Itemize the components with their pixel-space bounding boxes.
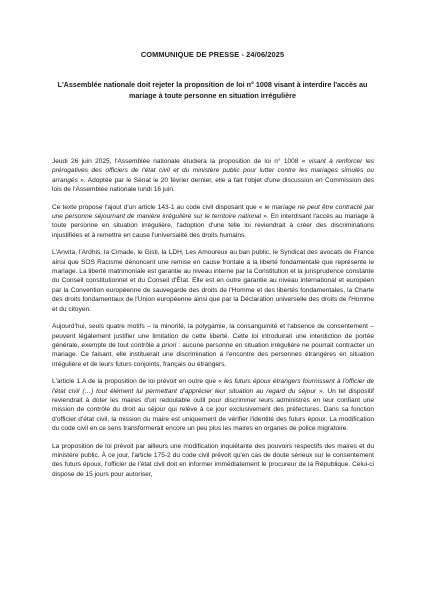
italic-quote-text: les futurs époux étrangers fournissent à l'officier de l'état civil (…) tout élément lui permettant d'apprécier leur situation au regard du séjour	[52, 378, 375, 395]
body-paragraph	[52, 442, 374, 480]
paragraph-text: : aucune personne en situation irrégulière ne pourrait contracter un mariage. Ce faisant, elle instituerait une discrimination à l'encontre des personnes étrangères en situation irrégulière et de leurs futurs conjoints, français ou étrangers.	[52, 341, 374, 368]
body-paragraph	[52, 248, 374, 314]
paragraph-text: L'article 1.A de la proposition de loi prévoit en outre que «	[52, 378, 224, 386]
paragraph-text: Ce texte propose l'ajout d'un article 143-1 au code civil disposant que «	[52, 203, 265, 211]
italic-quote-text: le mariage ne peut être contracté par une personne séjournant de manière irrégulière sur le territoire national	[52, 203, 374, 221]
body-paragraph	[52, 203, 374, 241]
paragraph-text: La proposition de loi prévoit par ailleurs une modification inquiétante des pouvoirs respectifs des maires et du ministère public. À ce jour, l'article 175-2 du code civil prévoit qu'en cas de doute sérieux sur le consentement des futurs époux, l'officier de l'état civil doit en informer immédiatement le procureur de la République. Celui-ci dispose de 15 jours pour autoriser,	[52, 442, 374, 478]
paragraph-text: L'Anvita, l'Ardhis, la Cimade, le Gisti, la LDH, Les Amoureux au ban public, le Syndicat des avocats de France ainsi que SOS Racisme dénoncent une remise en cause frontale à la liberté fondamentale que représente le mariage. La liberté matrimoniale est garantie au niveau interne par la Constitution et la jurisprudence constante du Conseil constitutionnel et du Conseil d'État. Elle est en outre garantie au niveau international et européen par la Convention européenne de sauvegarde des droits de l'Homme et des libertés fondamentales, la Charte des droits fondamentaux de l'Union européenne ainsi que par la Déclaration universelle des droits de l'Homme et du citoyen.	[52, 249, 374, 313]
paragraph-text: ». Un tel dispositif reviendrait à doter les maires d'un redoutable outil pour discriminer leurs administrés en leur confiant une mission de contrôle du droit au séjour qui relève à ce jour exclusivement des préfectures. Dans sa fonction d'officier d'état civil, la mission du maire est uniquement de vérifier l'identité des futurs époux. La modification du code civil en ce sens transformerait encore un peu plus les maires en organes de police migratoire.	[52, 387, 374, 433]
italic-quote-text: a priori	[156, 341, 177, 349]
italic-quote-text: visant à renforcer les prérogatives des officiers de l'état civil et du ministère public pour lutter contre les mariages simulés ou arrangés	[52, 158, 374, 184]
paragraph-text: Aujourd'hui, seuls quatre motifs – la minorité, la polygamie, la consanguinité et l'absence de consentement – peuvent légalement justifier une limitation de cette liberté. Cette loi introduirait une interdiction de portée générale, exempte de tout contrôle	[52, 323, 374, 349]
body-paragraph	[52, 322, 374, 369]
paragraph-text: Jeudi 26 juin 2025, l'Assemblée nationale étudiera la proposition de loi n° 1008 «	[52, 158, 309, 165]
paragraph-text: ». En interdisant l'accès au mariage à toute personne en situation irrégulière, l'adoption d'une telle loi reviendrait à créer des discriminations injustifiées et à remettre en cause l'universalité des droits humains.	[52, 213, 374, 239]
body-paragraph	[52, 377, 374, 433]
paragraph-text: ». Adoptée par le Sénat le 20 février dernier, elle a fait l'objet d'une discussion en Commission des lois de l'Assemblée nationale lundi 16 juin.	[52, 176, 374, 194]
press-release-header: COMMUNIQUE DE PRESSE - 24/06/2025	[140, 50, 285, 59]
press-release-body	[52, 157, 374, 487]
press-release-title: L'Assemblée nationale doit rejeter la proposition de loi n° 1008 visant à interdire l'accès au mariage à toute personne en situation irrégulière	[57, 80, 368, 100]
body-paragraph	[52, 157, 374, 195]
